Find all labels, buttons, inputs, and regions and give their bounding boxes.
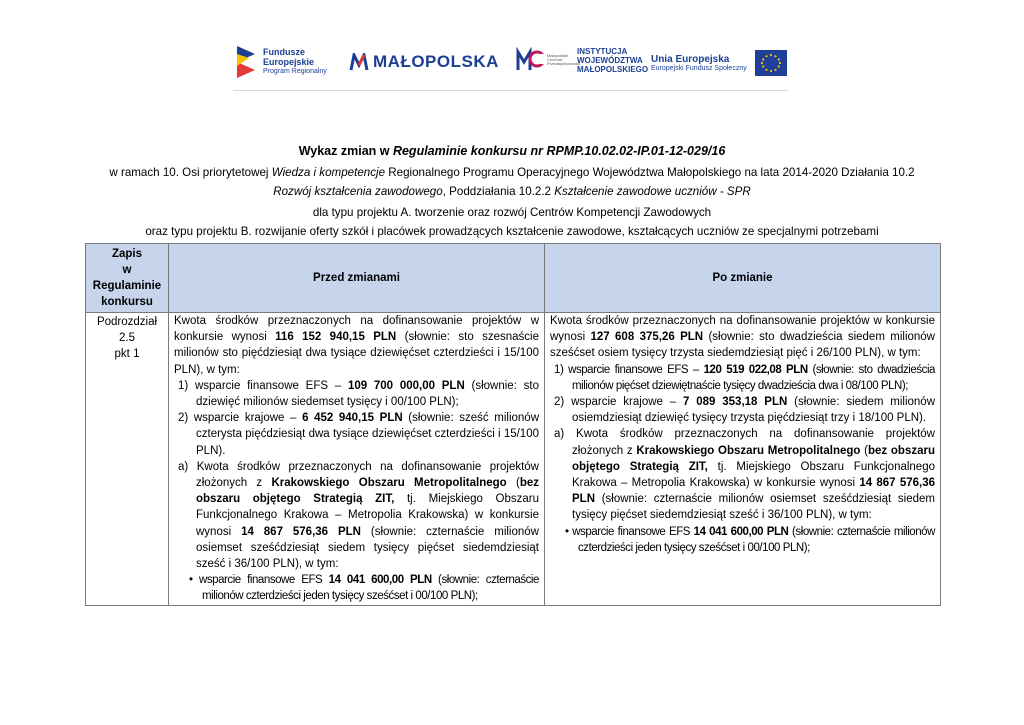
before-ac: ( bbox=[506, 477, 520, 490]
changes-table bbox=[85, 243, 941, 606]
ref-line2: 2.5 bbox=[119, 332, 135, 345]
title-italic: Regulaminie konkursu nr RPMP.10.02.02-IP.01-12-029/16 bbox=[392, 144, 726, 158]
malopolska-text: MAŁOPOLSKA bbox=[373, 52, 499, 71]
fundusze-line3: Program Regionalny bbox=[263, 68, 327, 75]
ref-line1: Podrozdział bbox=[96, 316, 158, 328]
before-i1c: (słownie: sto dziewięć milionów siedemset tysięcy i 00/100 PLN); bbox=[196, 379, 539, 409]
before-item-1 bbox=[174, 378, 539, 410]
before-bc: (słownie: czternaście milionów czterdzieści jeden tysięcy sześćset i 00/100 PLN); bbox=[202, 574, 539, 603]
unia-line2: Europejski Fundusz Społeczny bbox=[651, 65, 747, 72]
after-bb: 14 041 600,00 PLN bbox=[693, 525, 789, 538]
after-ac: ( bbox=[860, 444, 868, 457]
before-i2a: 2) wsparcie krajowe – bbox=[178, 412, 303, 425]
malopolska-logo bbox=[349, 52, 499, 72]
table-header-row bbox=[86, 244, 941, 313]
before-ba: • wsparcie finansowe EFS bbox=[189, 574, 329, 587]
instytucja-line3: MAŁOPOLSKIEGO bbox=[577, 64, 649, 74]
malopolska-m-icon bbox=[349, 53, 369, 71]
before-p1b: 116 152 940,15 PLN bbox=[275, 331, 397, 344]
eu-flag-icon bbox=[755, 50, 787, 76]
subtitle-l4: oraz typu projektu B. rozwijanie oferty szkół i placówek prowadzących kształcenie zawodowe, kształcących uczniów ze specjalnymi potrzebami bbox=[145, 225, 879, 238]
before-ad: bez obszaru objętego Strategią ZIT, bbox=[196, 477, 539, 506]
before-ae: tj. Miejskiego Obszaru Funkcjonalnego Krakowa – Metropolia Krakowska) w konkursie wynosi bbox=[196, 493, 539, 538]
after-i1c: (słownie: sto dwadzieścia milionów pięćset dziewiętnaście tysięcy dwadzieścia dwa i 08/100 PLN); bbox=[572, 363, 935, 392]
header-zapis bbox=[86, 244, 169, 313]
instytucja-line1: INSTYTUCJA bbox=[577, 46, 628, 56]
ref-line3: pkt 1 bbox=[114, 348, 140, 361]
cell-before bbox=[169, 313, 545, 606]
before-ag: (słownie: czternaście milionów osiemset sześćdziesiąt siedem tysięcy pięćset siedemdziesiąt sześć i 36/100 PLN), w tym: bbox=[196, 525, 539, 571]
subtitle-l2b: , Poddziałania 10.2.2 bbox=[442, 185, 555, 198]
cell-after bbox=[545, 313, 941, 606]
unia-europejska-logo bbox=[651, 50, 787, 76]
after-item-1 bbox=[550, 362, 935, 394]
after-i1b: 120 519 022,08 PLN bbox=[703, 363, 808, 376]
subtitle-l1c: Regionalnego Programu Operacyjnego Województwa Małopolskiego na lata 2014-2020 Działania 10.2 bbox=[385, 166, 915, 179]
after-i2c: (słownie: siedem milionów osiemdziesiąt dziewięć tysięcy trzysta pięćdziesiąt trzy i 18/100 PLN). bbox=[572, 396, 936, 425]
after-intro bbox=[550, 313, 935, 362]
subtitle-block bbox=[0, 163, 1024, 201]
subtitle-l2a: Rozwój kształcenia zawodowego bbox=[273, 185, 443, 198]
after-aa: a) Kwota środków przeznaczonych na dofinansowanie projektów złożonych z bbox=[554, 428, 935, 457]
after-item-2 bbox=[550, 394, 935, 426]
document-title bbox=[0, 144, 1024, 158]
after-item-a bbox=[550, 426, 935, 523]
subtitle-l1a: w ramach 10. Osi priorytetowej bbox=[109, 166, 272, 179]
after-p1c: (słownie: sto dwadzieścia siedem milionów sześćset osiem tysięcy trzysta siedemdziesiąt pięć i 26/100 PLN), w tym: bbox=[550, 331, 935, 360]
after-ag: (słownie: czternaście milionów osiemset sześćdziesiąt siedem tysięcy pięćset siedemdziesiąt sześć i 36/100 PLN), w tym: bbox=[572, 493, 935, 522]
before-intro bbox=[174, 313, 539, 378]
instytucja-logo bbox=[515, 46, 648, 74]
before-i2b: 6 452 940,15 PLN bbox=[302, 412, 403, 425]
header-zapis-3: Regulaminie bbox=[92, 280, 162, 292]
after-p1a: Kwota środków przeznaczonych na dofinansowanie projektów w konkursie wynosi bbox=[550, 315, 935, 344]
subtitle-l2c: Kształcenie zawodowe uczniów - SPR bbox=[554, 185, 751, 198]
after-i2a: 2) wsparcie krajowe – bbox=[554, 396, 683, 409]
after-ba: • wsparcie finansowe EFS bbox=[565, 525, 694, 538]
table-row bbox=[86, 313, 941, 606]
before-i1b: 109 700 000,00 PLN bbox=[347, 379, 465, 392]
fundusze-line1: Fundusze bbox=[263, 47, 305, 57]
subtitle-l3: dla typu projektu A. tworzenie oraz rozwój Centrów Kompetencji Zawodowych bbox=[312, 206, 712, 219]
after-i2b: 7 089 353,18 PLN bbox=[683, 396, 788, 409]
before-p1c: (słownie: sto szesnaście milionów sto pięćdziesiąt dwa tysiące dziewięćset czterdzieści i 15/100 PLN), w tym: bbox=[174, 331, 539, 376]
fundusze-europejskie-logo bbox=[235, 44, 327, 80]
subtitle-l1b: Wiedza i kompetencje bbox=[271, 166, 386, 179]
before-i1a: 1) wsparcie finansowe EFS – bbox=[178, 379, 348, 392]
before-i2c: (słownie: sześć milionów czterysta pięćdziesiąt dwa tysiące dziewięćset czterdzieści i 15/100 PLN). bbox=[196, 412, 539, 457]
after-af: 14 867 576,36 PLN bbox=[572, 477, 935, 506]
mcp-logo-icon bbox=[515, 46, 545, 74]
before-p1a: Kwota środków przeznaczonych na dofinansowanie projektów w konkursie wynosi bbox=[174, 315, 539, 344]
after-i1a: 1) wsparcie finansowe EFS – bbox=[554, 363, 704, 376]
after-ae: tj. Miejskiego Obszaru Funkcjonalnego Krakowa – Metropolia Krakowska) w konkursie wynosi bbox=[572, 460, 935, 490]
before-aa: a) Kwota środków przeznaczonych na dofinansowanie projektów złożonych z bbox=[178, 460, 539, 490]
before-af: 14 867 576,36 PLN bbox=[241, 525, 361, 538]
header-zapis-2: w bbox=[122, 264, 132, 276]
unia-line1: Unia Europejska bbox=[651, 54, 730, 65]
after-ab: Krakowskiego Obszaru Metropolitalnego bbox=[636, 444, 861, 457]
header-zapis-4: konkursu bbox=[101, 296, 153, 308]
after-bc: (słownie: czternaście milionów czterdzieści jeden tysięcy sześćset i 00/100 PLN); bbox=[578, 525, 935, 554]
instytucja-line2: WOJEWÓDZTWA bbox=[577, 55, 643, 65]
before-bb: 14 041 600,00 PLN bbox=[328, 574, 432, 587]
after-ad: bez obszaru objętego Strategią ZIT, bbox=[572, 444, 935, 473]
after-bullet bbox=[550, 524, 935, 556]
after-p1b: 127 608 375,26 PLN bbox=[590, 331, 704, 344]
fundusze-europejskie-icon bbox=[235, 44, 257, 80]
title-prefix: Wykaz zmian w bbox=[298, 144, 393, 158]
row-reference bbox=[86, 313, 169, 606]
instytucja-mini: Małopolskie Centrum Przedsiębiorczości bbox=[547, 53, 581, 66]
header-zapis-1: Zapis bbox=[111, 248, 143, 260]
logo-bar bbox=[233, 40, 788, 91]
header-przed-zmianami: Przed zmianami bbox=[169, 244, 545, 313]
before-bullet bbox=[174, 572, 539, 604]
header-po-zmianie: Po zmianie bbox=[545, 244, 941, 313]
fundusze-line2: Europejskie bbox=[263, 57, 315, 67]
before-item-a bbox=[174, 459, 539, 572]
before-ab: Krakowskiego Obszaru Metropolitalnego bbox=[271, 477, 507, 490]
before-item-2 bbox=[174, 410, 539, 459]
